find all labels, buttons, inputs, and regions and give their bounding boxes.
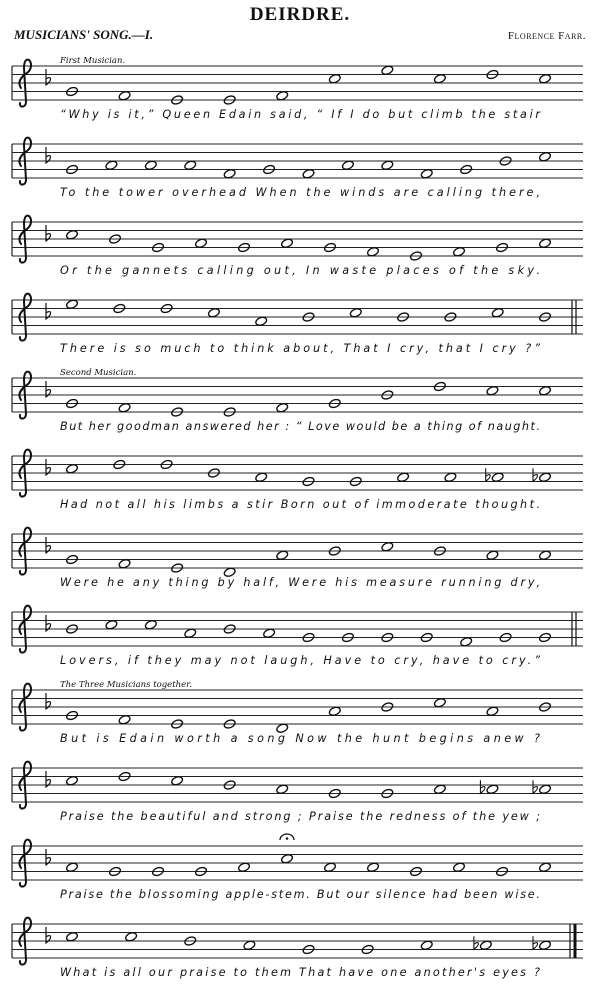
fermata-dot <box>286 837 289 840</box>
composer-credit: Florence Farr. <box>507 30 586 42</box>
staff-system <box>12 138 583 199</box>
song-title: DEIRDRE. <box>249 4 351 25</box>
section-label: First Musician. <box>60 56 126 66</box>
lyric-line: To the tower overhead When the winds are calling there, <box>60 186 541 199</box>
flat-accidental-icon <box>533 780 538 793</box>
flat-accidental-icon <box>533 468 538 481</box>
flat-accidental-icon <box>486 468 491 481</box>
flat-accidental-icon <box>480 780 485 793</box>
lyric-line: But her goodman answered her : “ Love would be a thing of naught. <box>60 420 540 433</box>
lyric-line: What is all our praise to them That have one another's eyes ? <box>60 966 540 979</box>
flat-accidental-icon <box>474 936 479 949</box>
staff-system <box>12 762 583 823</box>
lyric-line: Were he any thing by half, Were his measure running dry, <box>60 576 541 589</box>
lyric-line: But is Edain worth a song Now the hunt begins anew ? <box>60 732 540 745</box>
lyric-line: Praise the beautiful and strong ; Praise the redness of the yew ; <box>60 810 540 823</box>
lyric-line: Lovers, if they may not laugh, Have to cry, have to cry.” <box>60 654 540 667</box>
staff-system <box>12 606 583 667</box>
section-label: Second Musician. <box>60 368 137 378</box>
lyric-line: There is so much to think about, That I cry, that I cry ?” <box>60 342 540 355</box>
staff-system <box>12 294 583 355</box>
lyric-line: Had not all his limbs a stir Born out of immoderate thought. <box>60 498 540 511</box>
flat-accidental-icon <box>533 936 538 949</box>
lyric-line: Or the gannets calling out, In waste places of the sky. <box>60 264 541 277</box>
staff-system <box>12 450 583 511</box>
staff-system <box>12 680 583 745</box>
lyric-line: “Why is it,” Queen Edain said, “ If I do but climb the stair <box>60 108 541 121</box>
staff-system <box>12 834 583 901</box>
lyric-line: Praise the blossoming apple-stem. But our silence had been wise. <box>60 888 540 901</box>
staff-system <box>12 528 583 589</box>
song-subtitle: MUSICIANS' SONG.—I. <box>14 27 154 42</box>
section-label: The Three Musicians together. <box>60 680 192 690</box>
staff-system <box>12 216 583 277</box>
staff-system <box>12 918 583 979</box>
staff-system <box>12 368 583 433</box>
staff-system <box>12 56 583 121</box>
